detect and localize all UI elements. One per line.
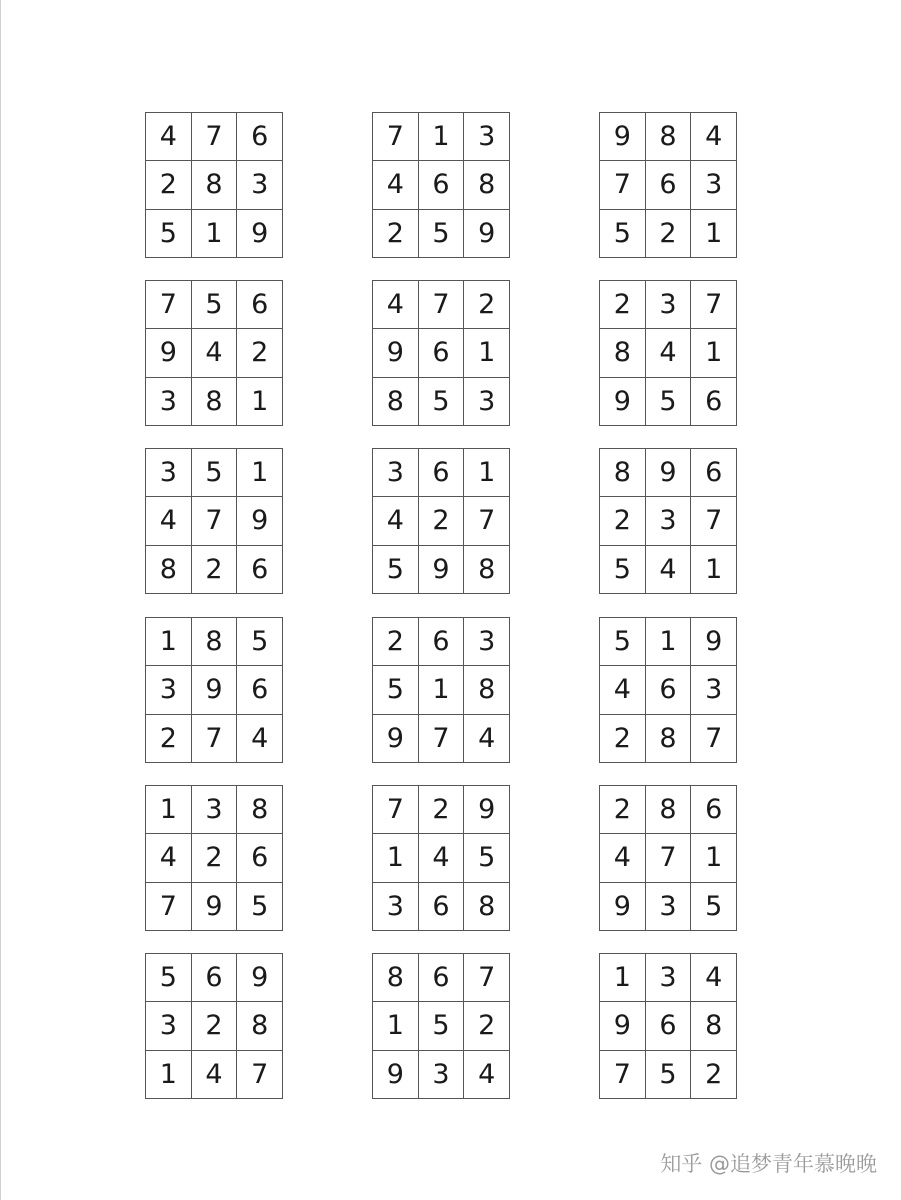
grid-cell: 8 xyxy=(464,546,510,594)
grid-cell: 1 xyxy=(373,1002,419,1050)
grid-cell: 9 xyxy=(464,786,510,834)
grid-cell: 1 xyxy=(146,618,192,666)
grid-cell: 2 xyxy=(600,715,646,763)
grid-cell: 1 xyxy=(237,449,283,497)
grid-cell: 8 xyxy=(600,449,646,497)
grid-cell: 6 xyxy=(691,378,737,426)
grid-cell: 1 xyxy=(600,954,646,1002)
magic-square-11 xyxy=(372,617,510,763)
grid-cell: 7 xyxy=(691,715,737,763)
grid-cell: 7 xyxy=(419,715,465,763)
grid-cell: 9 xyxy=(192,883,238,931)
grid-cell: 5 xyxy=(192,449,238,497)
grid-cell: 8 xyxy=(646,715,692,763)
grid-cell: 3 xyxy=(646,883,692,931)
grid-cell: 1 xyxy=(237,378,283,426)
grid-cell: 2 xyxy=(419,497,465,545)
grid-cell: 5 xyxy=(192,281,238,329)
grid-cell: 3 xyxy=(691,666,737,714)
grid-cell: 2 xyxy=(464,1002,510,1050)
grid-cell: 4 xyxy=(373,161,419,209)
grid-cell: 1 xyxy=(691,834,737,882)
grid-cell: 6 xyxy=(237,546,283,594)
magic-square-13 xyxy=(145,785,283,931)
grid-cell: 3 xyxy=(146,449,192,497)
grid-cell: 3 xyxy=(464,378,510,426)
grid-cell: 4 xyxy=(646,546,692,594)
grid-cell: 9 xyxy=(373,1051,419,1099)
grid-cell: 7 xyxy=(691,281,737,329)
grid-cell: 3 xyxy=(646,954,692,1002)
grid-cell: 3 xyxy=(646,281,692,329)
grid-cell: 8 xyxy=(464,883,510,931)
grid-cell: 6 xyxy=(419,329,465,377)
grid-cell: 4 xyxy=(600,666,646,714)
grid-cell: 9 xyxy=(691,618,737,666)
grid-cell: 4 xyxy=(419,834,465,882)
magic-square-8 xyxy=(372,448,510,594)
grid-cell: 4 xyxy=(192,1051,238,1099)
grid-cell: 5 xyxy=(419,378,465,426)
grid-cell: 2 xyxy=(600,786,646,834)
grid-cell: 4 xyxy=(373,497,419,545)
magic-square-17 xyxy=(372,953,510,1099)
magic-square-9 xyxy=(599,448,737,594)
grid-cell: 3 xyxy=(646,497,692,545)
grid-cell: 6 xyxy=(237,834,283,882)
grid-cell: 9 xyxy=(373,329,419,377)
grid-cell: 1 xyxy=(373,834,419,882)
grid-cell: 7 xyxy=(146,281,192,329)
grid-cell: 9 xyxy=(646,449,692,497)
grid-cell: 6 xyxy=(691,786,737,834)
grid-cell: 3 xyxy=(464,618,510,666)
grid-cell: 7 xyxy=(646,834,692,882)
grid-cell: 8 xyxy=(464,666,510,714)
grid-cell: 4 xyxy=(464,715,510,763)
grid-cell: 8 xyxy=(237,1002,283,1050)
grid-cell: 2 xyxy=(691,1051,737,1099)
grid-cell: 4 xyxy=(192,329,238,377)
grid-cell: 2 xyxy=(600,281,646,329)
grid-cell: 3 xyxy=(464,113,510,161)
grid-cell: 9 xyxy=(373,715,419,763)
grid-cell: 2 xyxy=(373,210,419,258)
grid-cell: 5 xyxy=(691,883,737,931)
grid-cell: 6 xyxy=(419,883,465,931)
magic-square-15 xyxy=(599,785,737,931)
grid-cell: 1 xyxy=(646,618,692,666)
grid-cell: 6 xyxy=(237,281,283,329)
magic-square-7 xyxy=(145,448,283,594)
grid-cell: 2 xyxy=(600,497,646,545)
grid-cell: 2 xyxy=(192,1002,238,1050)
grid-cell: 5 xyxy=(373,546,419,594)
grid-cell: 2 xyxy=(419,786,465,834)
grid-cell: 9 xyxy=(237,497,283,545)
grid-cell: 1 xyxy=(691,329,737,377)
grid-cell: 7 xyxy=(464,954,510,1002)
grid-cell: 1 xyxy=(464,329,510,377)
grid-cell: 5 xyxy=(237,618,283,666)
grid-cell: 5 xyxy=(237,883,283,931)
grid-cell: 3 xyxy=(146,1002,192,1050)
grid-cell: 4 xyxy=(146,497,192,545)
grid-cell: 3 xyxy=(237,161,283,209)
grid-cell: 8 xyxy=(464,161,510,209)
grid-cell: 1 xyxy=(146,1051,192,1099)
grid-cell: 7 xyxy=(691,497,737,545)
grid-cell: 8 xyxy=(646,786,692,834)
grid-cell: 5 xyxy=(419,210,465,258)
grid-cell: 8 xyxy=(373,954,419,1002)
grid-cell: 1 xyxy=(419,113,465,161)
grid-cell: 4 xyxy=(237,715,283,763)
grid-cell: 3 xyxy=(146,666,192,714)
grid-cell: 8 xyxy=(192,378,238,426)
grid-cell: 7 xyxy=(237,1051,283,1099)
magic-square-5 xyxy=(372,280,510,426)
grid-cell: 6 xyxy=(419,954,465,1002)
grid-cell: 6 xyxy=(691,449,737,497)
grid-cell: 8 xyxy=(146,546,192,594)
magic-square-1 xyxy=(145,112,283,258)
grid-cell: 4 xyxy=(691,113,737,161)
magic-square-2 xyxy=(372,112,510,258)
magic-square-6 xyxy=(599,280,737,426)
grid-cell: 6 xyxy=(419,161,465,209)
grid-cell: 6 xyxy=(646,1002,692,1050)
watermark-text: 知乎 @追梦青年慕晚晚 xyxy=(660,1152,877,1176)
grid-cell: 2 xyxy=(237,329,283,377)
grid-cell: 1 xyxy=(691,210,737,258)
grid-cell: 5 xyxy=(600,618,646,666)
grid-cell: 8 xyxy=(192,161,238,209)
grid-cell: 2 xyxy=(146,161,192,209)
grid-cell: 9 xyxy=(146,329,192,377)
grid-cell: 7 xyxy=(600,1051,646,1099)
grid-cell: 5 xyxy=(600,546,646,594)
grid-cell: 4 xyxy=(646,329,692,377)
grid-cell: 5 xyxy=(146,210,192,258)
grid-cell: 9 xyxy=(419,546,465,594)
grid-cell: 9 xyxy=(237,954,283,1002)
grid-cell: 1 xyxy=(146,786,192,834)
grid-cell: 5 xyxy=(464,834,510,882)
grid-cell: 2 xyxy=(373,618,419,666)
grid-cell: 4 xyxy=(146,113,192,161)
grid-cell: 1 xyxy=(419,666,465,714)
grid-cell: 9 xyxy=(600,883,646,931)
grid-cell: 9 xyxy=(192,666,238,714)
grid-cell: 7 xyxy=(464,497,510,545)
grid-cell: 3 xyxy=(419,1051,465,1099)
magic-square-10 xyxy=(145,617,283,763)
magic-square-12 xyxy=(599,617,737,763)
grid-cell: 3 xyxy=(373,883,419,931)
grid-cell: 7 xyxy=(419,281,465,329)
grid-cell: 7 xyxy=(192,497,238,545)
grid-cell: 7 xyxy=(373,786,419,834)
grid-cell: 8 xyxy=(192,618,238,666)
grid-cell: 7 xyxy=(192,113,238,161)
grid-cell: 7 xyxy=(146,883,192,931)
grid-cell: 8 xyxy=(373,378,419,426)
grid-cell: 3 xyxy=(373,449,419,497)
grid-cell: 8 xyxy=(237,786,283,834)
grid-cell: 5 xyxy=(419,1002,465,1050)
grid-cell: 3 xyxy=(691,161,737,209)
grid-cell: 1 xyxy=(192,210,238,258)
grid-cell: 6 xyxy=(419,618,465,666)
grid-cell: 6 xyxy=(192,954,238,1002)
grid-cell: 6 xyxy=(237,666,283,714)
grid-cell: 6 xyxy=(646,666,692,714)
grid-cell: 7 xyxy=(373,113,419,161)
grid-cell: 2 xyxy=(646,210,692,258)
grid-cell: 9 xyxy=(237,210,283,258)
grid-cell: 9 xyxy=(464,210,510,258)
grid-cell: 4 xyxy=(373,281,419,329)
grid-cell: 7 xyxy=(192,715,238,763)
grid-cell: 5 xyxy=(146,954,192,1002)
grid-cell: 8 xyxy=(646,113,692,161)
grid-cell: 4 xyxy=(464,1051,510,1099)
magic-square-14 xyxy=(372,785,510,931)
grid-cell: 2 xyxy=(192,546,238,594)
grid-cell: 2 xyxy=(192,834,238,882)
grid-cell: 1 xyxy=(464,449,510,497)
magic-square-4 xyxy=(145,280,283,426)
grid-cell: 9 xyxy=(600,1002,646,1050)
grid-cell: 9 xyxy=(600,378,646,426)
grid-cell: 1 xyxy=(691,546,737,594)
grid-cell: 3 xyxy=(146,378,192,426)
grid-cell: 6 xyxy=(237,113,283,161)
grid-cell: 5 xyxy=(600,210,646,258)
grid-cell: 8 xyxy=(600,329,646,377)
magic-square-18 xyxy=(599,953,737,1099)
grid-cell: 3 xyxy=(192,786,238,834)
grid-cell: 4 xyxy=(691,954,737,1002)
grid-cell: 2 xyxy=(146,715,192,763)
grid-cell: 6 xyxy=(646,161,692,209)
grid-cell: 5 xyxy=(646,1051,692,1099)
grid-cell: 9 xyxy=(600,113,646,161)
grid-cell: 4 xyxy=(600,834,646,882)
magic-square-3 xyxy=(599,112,737,258)
magic-square-16 xyxy=(145,953,283,1099)
grid-cell: 5 xyxy=(373,666,419,714)
grid-cell: 7 xyxy=(600,161,646,209)
grid-cell: 2 xyxy=(464,281,510,329)
grid-cell: 4 xyxy=(146,834,192,882)
grid-cell: 5 xyxy=(646,378,692,426)
grid-cell: 8 xyxy=(691,1002,737,1050)
grid-cell: 6 xyxy=(419,449,465,497)
